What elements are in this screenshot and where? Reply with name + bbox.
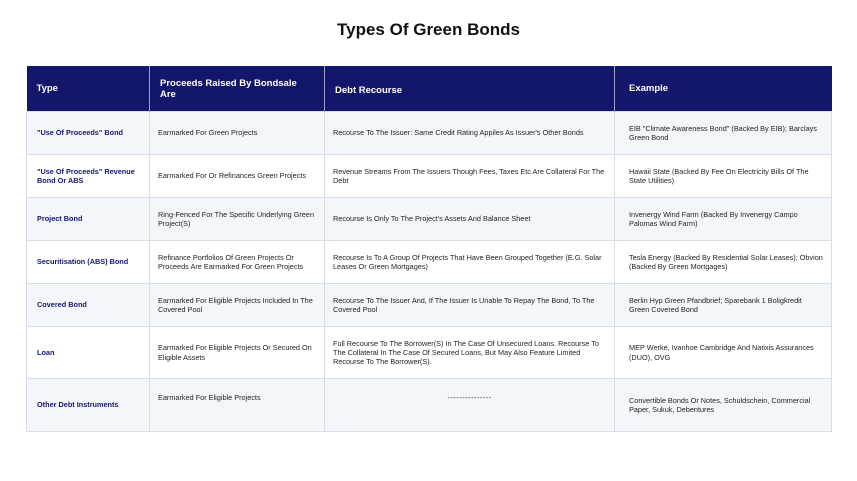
cell-proceeds: Refinance Portfolios Of Green Projects Or Proceeds Are Earmarked For Green Projects [150, 241, 325, 284]
table-header-row [27, 66, 832, 112]
table-row [27, 379, 832, 432]
cell-example: Convertible Bonds Or Notes, Schuldschein, Commercial Paper, Sukuk, Debentures [615, 379, 832, 432]
cell-example: EIB "Climate Awareness Bond" (Backed By EIB); Barclays Green Bond [615, 112, 832, 155]
cell-recourse: Recourse Is Only To The Project's Assets And Balance Sheet [325, 198, 615, 241]
header-example: Example [615, 66, 832, 112]
cell-type: "Use Of Proceeds" Revenue Bond Or ABS [27, 155, 150, 198]
table-row [27, 284, 832, 327]
green-bonds-table [26, 66, 832, 432]
cell-proceeds: Earmarked For Or Refinances Green Projects [150, 155, 325, 198]
cell-recourse: Full Recourse To The Borrower(S) In The Case Of Unsecured Loans. Recourse To The Collateral In The Case Of Secured Loans, But May Also Feature Limited Recourse To The Borrower(S). [325, 327, 615, 379]
cell-example: Invenergy Wind Farm (Backed By Invenergy Campo Palomas Wind Farm) [615, 198, 832, 241]
cell-example: Hawaii State (Backed By Fee On Electricity Bills Of The State Utilities) [615, 155, 832, 198]
cell-type: Covered Bond [27, 284, 150, 327]
cell-type: Other Debt Instruments [27, 379, 150, 432]
cell-recourse: Recourse Is To A Group Of Projects That Have Been Grouped Together (E.G. Solar Leases Or Green Mortgages) [325, 241, 615, 284]
header-debt-recourse: Debt Recourse [325, 66, 615, 112]
page-title: Types Of Green Bonds [337, 20, 520, 39]
cell-example: Tesla Energy (Backed By Residential Solar Leases); Obvion (Backed By Green Mortgages) [615, 241, 832, 284]
cell-recourse: Recourse To The Issuer: Same Credit Rating Appiles As Issuer's Other Bonds [325, 112, 615, 155]
cell-proceeds: Earmarked For Eligible Projects [150, 379, 325, 432]
table-row [27, 241, 832, 284]
table-row [27, 327, 832, 379]
cell-proceeds: Earmarked For Green Projects [150, 112, 325, 155]
header-type: Type [27, 66, 150, 112]
cell-type: Project Bond [27, 198, 150, 241]
cell-type: Securitisation (ABS) Bond [27, 241, 150, 284]
cell-recourse: Recourse To The Issuer And, If The Issuer Is Unable To Repay The Bond, To The Covered Pool [325, 284, 615, 327]
cell-type: Loan [27, 327, 150, 379]
cell-example: MEP Werke, Ivanhoe Cambridge And Natixis Assurances (DUO), OVG [615, 327, 832, 379]
cell-recourse: Revenue Streams From The Issuers Though Fees, Taxes Etc Are Collateral For The Debt [325, 155, 615, 198]
cell-example: Berlin Hyp Green Pfandbrief; Sparebank 1 Boligkredit Green Covered Bond [615, 284, 832, 327]
table-row [27, 198, 832, 241]
table-row [27, 155, 832, 198]
cell-proceeds: Ring-Fenced For The Specific Underlying Green Project(S) [150, 198, 325, 241]
table-row [27, 112, 832, 155]
cell-recourse: --------------- [325, 379, 615, 432]
cell-proceeds: Earmarked For Eligible Projects Included In The Covered Pool [150, 284, 325, 327]
cell-type: "Use Of Proceeds" Bond [27, 112, 150, 155]
header-proceeds: Proceeds Raised By Bondsale Are [150, 66, 325, 112]
cell-proceeds: Earmarked For Eligible Projects Or Secured On Eligible Assets [150, 327, 325, 379]
